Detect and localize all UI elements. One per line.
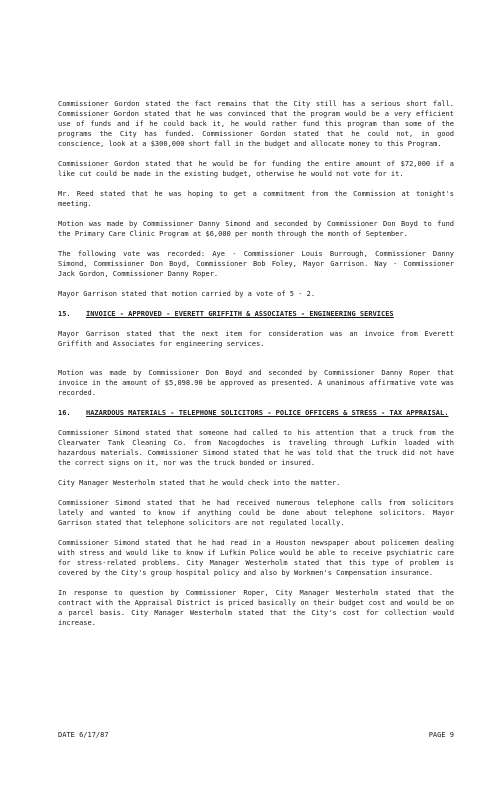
section-title: INVOICE - APPROVED - EVERETT GRIFFITH & ASSOCIATES - ENGINEERING SERVICES — [86, 310, 394, 318]
paragraph: Motion was made by Commissioner Don Boyd and seconded by Commissioner Danny Roper that invoice in the amount of $5,098.90 be approved as presented. A unanimous affirmative vote was recorded. — [58, 369, 454, 397]
paragraph: Commissioner Gordon stated the fact remains that the City still has a serious short fall. Commissioner Gordon stated that he was convinced that the program would be a very efficient use of funds and if he could back it, he would rather fund this program than some of the programs the City has funded. Commissioner Gordon stated that he could not, in good conscience, look at a $300,000 short fall in the budget and allocate money to this Program. — [58, 100, 454, 148]
paragraph: City Manager Westerholm stated that he would check into the matter. — [58, 479, 341, 487]
section-number: 16. — [58, 409, 71, 417]
paragraph: Commissioner Simond stated that he had received numerous telephone calls from solicitors lately and wanted to know if anything could be done about telephone solicitors. Mayor Garrison stated that telephone solicitors are not regulated locally. — [58, 499, 454, 527]
section-heading-15 — [58, 309, 454, 319]
paragraph: Commissioner Simond stated that he had read in a Houston newspaper about policemen dealing with stress and would like to know if Lufkin Police would be able to receive psychiatric care for stress-related problems. City Manager Westerholm stated that this type of problem is covered by the City's group hospital policy and also by Workmen's Compensation insurance. — [58, 539, 454, 577]
paragraph: Motion was made by Commissioner Danny Simond and seconded by Commissioner Don Boyd to fund the Primary Care Clinic Program at $6,000 per month through the month of September. — [58, 220, 454, 238]
section-title: HAZARDOUS MATERIALS - TELEPHONE SOLICITORS - POLICE OFFICERS & STRESS - TAX APPRAISAL. — [86, 409, 449, 417]
page-footer — [58, 730, 454, 740]
footer-date: DATE 6/17/87 — [58, 731, 109, 739]
section-number: 15. — [58, 310, 71, 318]
paragraph: The following vote was recorded: Aye - Commissioner Louis Burrough, Commissioner Danny Simond, Commissioner Don Boyd, Commissioner Bob Foley, Mayor Garrison. Nay - Commissioner Jack Gordon, Commissioner Danny Roper. — [58, 250, 454, 278]
paragraph: Commissioner Simond stated that someone had called to his attention that a truck from the Clearwater Tank Cleaning Co. from Nacogdoches is traveling through Lufkin loaded with hazardous materials. Commissioner Simond stated that he was told that the truck did not have the correct signs on it, nor was the truck bonded or insured. — [58, 429, 454, 467]
footer-page-number: PAGE 9 — [428, 731, 454, 739]
paragraph: Mayor Garrison stated that motion carried by a vote of 5 - 2. — [58, 290, 316, 298]
paragraph: In response to question by Commissioner Roper, City Manager Westerholm stated that the contract with the Appraisal District is priced basically on their budget cost and would be on a parcel basis. City Manager Westerholm stated that the City's cost for collection would increase. — [58, 589, 454, 627]
paragraph: Mr. Reed stated that he was hoping to get a commitment from the Commission at tonight's meeting. — [58, 190, 454, 208]
section-heading-16 — [58, 408, 454, 418]
paragraph: Commissioner Gordon stated that he would be for funding the entire amount of $72,000 if a like cut could be made in the existing budget, otherwise he would not vote for it. — [58, 160, 454, 178]
document-page — [58, 99, 454, 638]
paragraph: Mayor Garrison stated that the next item for consideration was an invoice from Everett Griffith and Associates for engineering services. — [58, 330, 454, 348]
